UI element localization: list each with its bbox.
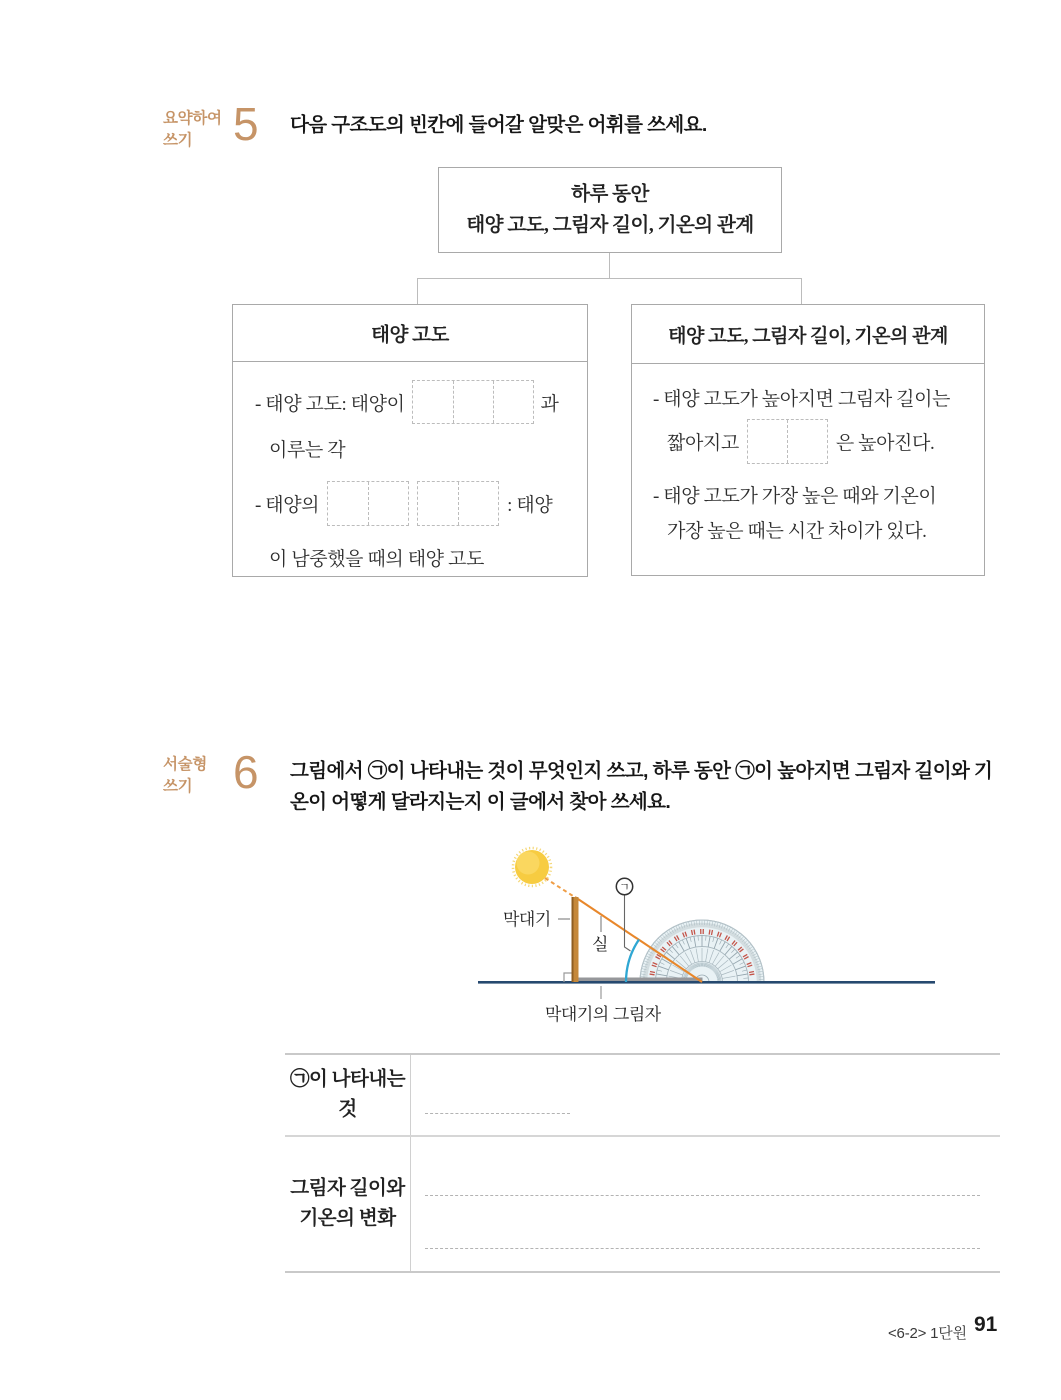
question6-tag-line1: 서술형 <box>163 756 208 773</box>
connector-vertical-top <box>609 253 610 278</box>
stick-label: 막대기 <box>503 910 551 929</box>
sun-ray-dashed-line <box>545 878 573 896</box>
question6-number: 6 <box>233 746 259 798</box>
right-bullet2-line1: - 태양 고도가 가장 높은 때와 기온이 <box>653 485 937 507</box>
table-row2-label-line2: 기온의 변화 <box>299 1207 396 1229</box>
answer-line-row2a[interactable] <box>425 1195 980 1196</box>
angle-arc <box>626 940 639 983</box>
connector-vertical-left <box>417 278 418 304</box>
right-bullet1-post2: 은 높아진다. <box>835 433 935 454</box>
left-bullet1-post: 과 <box>540 393 559 415</box>
right-bullet1-pre2: 짧아지고 <box>667 433 739 454</box>
angle-marker-letter: ㄱ <box>619 881 630 894</box>
answer-table <box>285 1053 1000 1273</box>
solar-altitude-illustration <box>478 843 938 1028</box>
left-bullet1-cont: 이루는 각 <box>269 439 346 461</box>
diagram-root-line2: 태양 고도, 그림자 길이, 기온의 관계 <box>466 215 754 236</box>
answer-line-row1[interactable] <box>425 1113 570 1114</box>
footer-page-number: 91 <box>974 1313 998 1336</box>
string-label: 실 <box>592 935 609 954</box>
table-row2-label-line1: 그림자 길이와 <box>290 1177 405 1199</box>
question5-tag-line1: 요약하여 <box>163 110 222 127</box>
diagram-left-header: 태양 고도 <box>233 305 587 362</box>
sun-icon <box>513 848 551 886</box>
question5-tag-line2: 쓰기 <box>163 132 193 149</box>
connector-horizontal <box>417 278 802 279</box>
right-blank-1[interactable] <box>747 419 828 464</box>
shadow-label: 막대기의 그림자 <box>545 1005 661 1024</box>
right-bullet2-line2: 가장 높은 때는 시간 차이가 있다. <box>667 520 927 542</box>
left-blank-2b[interactable] <box>417 481 499 526</box>
question5-number: 5 <box>233 98 259 150</box>
question6-tag-line2: 쓰기 <box>163 778 193 795</box>
question6-tag <box>163 754 207 798</box>
left-blank-2a[interactable] <box>327 481 409 526</box>
diagram-right-header: 태양 고도, 그림자 길이, 기온의 관계 <box>632 305 984 364</box>
table-row1-label: ㉠이 나타내는 것 <box>289 1069 406 1120</box>
question5-tag <box>163 108 222 152</box>
diagram-left-box <box>232 304 588 577</box>
left-bullet2-pre: - 태양의 <box>255 495 320 516</box>
diagram-right-box <box>631 304 985 576</box>
connector-vertical-right <box>801 278 802 304</box>
ground-line <box>478 981 935 984</box>
answer-line-row2b[interactable] <box>425 1248 980 1249</box>
left-bullet2-cont: 이 남중했을 때의 태양 고도 <box>269 548 484 570</box>
question5-prompt: 다음 구조도의 빈칸에 들어갈 알맞은 어휘를 쓰세요. <box>290 114 707 136</box>
table-vertical-divider <box>410 1055 411 1271</box>
footer-unit-label: <6-2> 1단원 <box>888 1325 967 1342</box>
diagram-root-box <box>438 167 782 253</box>
left-bullet1-pre: - 태양 고도: 태양이 <box>255 393 405 415</box>
right-bullet1-line1: - 태양 고도가 높아지면 그림자 길이는 <box>653 388 950 410</box>
left-bullet2-post: : 태양 <box>507 495 553 516</box>
diagram-root-line1: 하루 동안 <box>571 184 649 205</box>
question6-prompt: 그림에서 ㉠이 나타내는 것이 무엇인지 쓰고, 하루 동안 ㉠이 높아지면 그림자 길이와 기온이 어떻게 달라지는지 이 글에서 찾아 쓰세요. <box>290 760 993 813</box>
right-angle-mark <box>564 973 572 982</box>
stick-edge <box>572 897 574 982</box>
table-row2-label <box>285 1136 410 1271</box>
angle-marker-leader <box>625 895 631 951</box>
left-blank-1[interactable] <box>412 380 534 424</box>
